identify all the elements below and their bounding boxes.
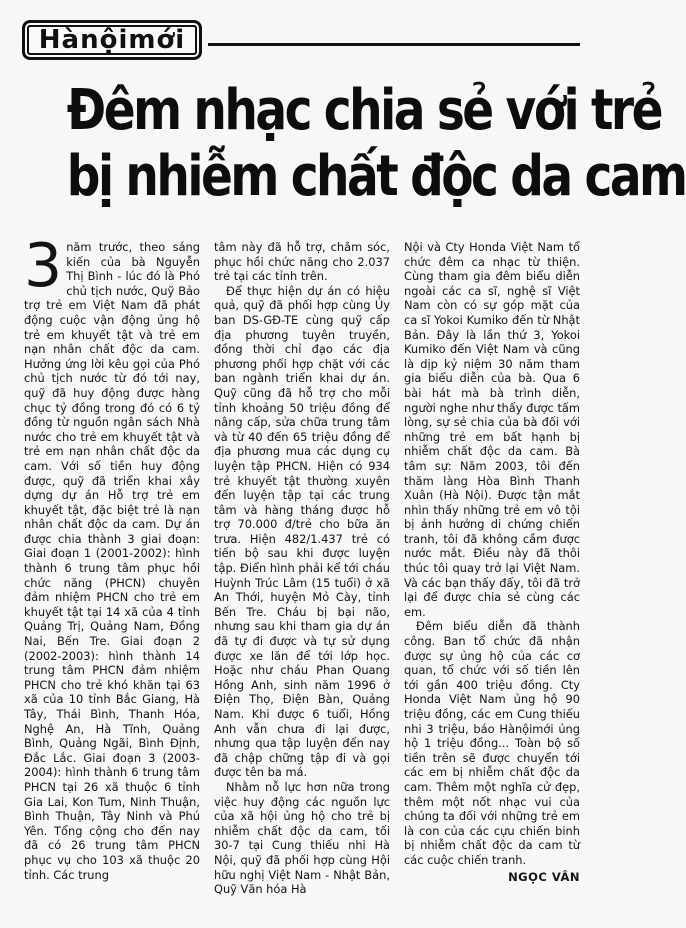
headline-line-2: bị nhiễm chất độc da cam <box>66 144 686 209</box>
headline <box>66 78 686 210</box>
paragraph: năm trước, theo sáng kiến của bà Nguyễn Thị Bình - lúc đó là Phó chủ tịch nước, Quỹ Bảo trợ trẻ em Việt Nam đã phát động cuộc vận động ủng hộ trẻ em khuyết tật và trẻ em nạn nhân chất độc da cam. Hưởng ứng lời kêu gọi của Phó chủ tịch nước từ đó tới nay, quỹ đã huy động được hàng chục tỷ đồng trong đó có 6 tỷ đồng từ nguồn ngân sách Nhà nước cho trẻ em khuyết tật và trẻ em nạn nhân chất độc da cam. Với số tiền huy động được, quỹ đã triển khai xây dựng dự án Hỗ trợ trẻ em khuyết tật, đặc biệt trẻ là nạn nhân chất độc da cam. Dự án được chia thành 3 giai đoạn: Giai đoạn 1 (2001-2002): hình thành 6 trung tâm phục hồi chức năng (PHCN) chuyên đảm nhiệm PHCN cho trẻ em khuyết tật tại 14 xã của 4 tỉnh Quảng Trị, Quảng Nam, Đồng Nai, Bến Tre. Giai đoạn 2 (2002-2003): hình thành 14 trung tâm PHCN đảm nhiệm PHCN cho trẻ khó khăn tại 63 xã của 10 tỉnh Bắc Giang, Hà Tây, Thái Bình, Thanh Hóa, Nghệ An, Hà Tĩnh, Quảng Bình, Quảng Ngãi, Bình Định, Đắc Lắc. Giai đoạn 3 (2003-2004): hình thành 6 trung tâm PHCN tại 26 xã thuộc 6 tỉnh Gia Lai, Kon Tum, Ninh Thuận, Bình Thuận, Tây Ninh và Phú Yên. Tổng cộng cho đến nay đã có 26 trung tâm PHCN phục vụ cho 103 xã thuộc 20 tỉnh. Các trung <box>24 240 200 882</box>
paragraph: tâm này đã hỗ trợ, chăm sóc, phục hồi chức năng cho 2.037 trẻ tại các tỉnh trên. <box>214 240 390 284</box>
byline: NGỌC VÂN <box>508 869 580 884</box>
article-body <box>24 231 580 900</box>
headline-line-1: Đêm nhạc chia sẻ với trẻ <box>66 78 661 143</box>
article-column-1 <box>24 231 200 900</box>
paragraph: Nội và Cty Honda Việt Nam tổ chức đêm ca nhạc từ thiện. Cùng tham gia đêm biểu diễn ngoài các ca sĩ, nghệ sĩ Việt Nam còn có sự góp mặt của ca sĩ Yokoi Kumiko đến từ Nhật Bản. Đây là lần thứ 3, Yokoi Kumiko đến Việt Nam và cũng là dịp kỷ niệm 30 năm tham gia biểu diễn của bà. Qua 6 bài hát mà bà trình diễn, người nghe như thấy được tấm lòng, sự sẻ chia của bà đối với những trẻ em bất hạnh bị nhiễm chất độc da cam. Bà tâm sự: Năm 2003, tôi đến thăm làng Hòa Bình Thanh Xuân (Hà Nội). Được tận mắt nhìn thấy những trẻ em vô tội bị ảnh hưởng di chứng chiến tranh, tôi đã không cầm được nước mắt. Điều này đã thôi thúc tôi quay trở lại Việt Nam. Và các bạn thấy đấy, tôi đã trở lại để được chia sẻ cùng các em. <box>404 240 580 619</box>
article-column-3 <box>404 240 580 900</box>
paragraph: Nhằm nỗ lực hơn nữa trong việc huy động các nguồn lực của xã hội ủng hộ cho trẻ bị nhiễm chất độc da cam, tối 30-7 tại Cung thiếu nhi Hà Nội, quỹ đã phối hợp cùng Hội hữu nghị Việt Nam - Nhật Bản, Quỹ Văn hóa Hà <box>214 779 390 897</box>
masthead-logo: Hànộimới <box>22 20 202 60</box>
drop-cap: 3 <box>24 231 63 301</box>
paragraph: Đêm biểu diễn đã thành công. Ban tổ chức đã nhận được sự ủng hộ của các cơ quan, tổ chức với số tiền lên tới gần 400 triệu đồng. Cty Honda Việt Nam ủng hộ 90 triệu đồng, các em Cung thiếu nhi 3 triệu, báo Hànộimới ủng hộ 1 triệu đồng... Toàn bộ số tiền trên sẽ được chuyển tới các em bị nhiễm chất độc da cam. Thêm một nghĩa cử đẹp, thêm một nốt nhạc vui của chúng ta đối với những trẻ em là con của các cựu chiến binh bị nhiễm chất độc da cam từ các cuộc chiến tranh. <box>404 619 580 867</box>
masthead-rule <box>208 43 580 46</box>
paragraph: Để thực hiện dự án có hiệu quả, quỹ đã phối hợp cùng Ủy ban DS-GĐ-TE cùng quỹ cấp địa phương tuyên truyền, đồng thời chỉ đạo các địa phương phối hợp chặt với các ban ngành triển khai dự án. Quỹ cũng đã hỗ trợ cho mỗi tỉnh khoảng 50 triệu đồng để nâng cấp, sửa chữa trung tâm và từ 40 đến 65 triệu đồng để địa phương mua các dụng cụ luyện tập PHCN. Hiện có 934 trẻ khuyết tật thường xuyên đến luyện tập tại các trung tâm và hàng tháng được hỗ trợ 70.000 đ/trẻ cho bữa ăn trưa. Hiện 482/1.437 trẻ có tiến bộ sau khi được luyện tập. Điển hình phải kể tới cháu Huỳnh Trúc Lâm (15 tuổi) ở xã An Thới, huyện Mỏ Cày, tỉnh Bến Tre. Cháu bị bại não, nhưng sau khi tham gia dự án đã tự đi được và tự sử dụng được xe lăn để tới lớp học. Hoặc như cháu Phan Quang Hồng Anh, sinh năm 1996 ở Điện Thọ, Điện Bàn, Quảng Nam. Khi được 6 tuổi, Hồng Anh vẫn chưa đi lại được, nhưng qua tập luyện đến nay đã chập chững tập đi và gọi được tên ba má. <box>214 283 390 780</box>
article-column-2 <box>214 240 390 900</box>
